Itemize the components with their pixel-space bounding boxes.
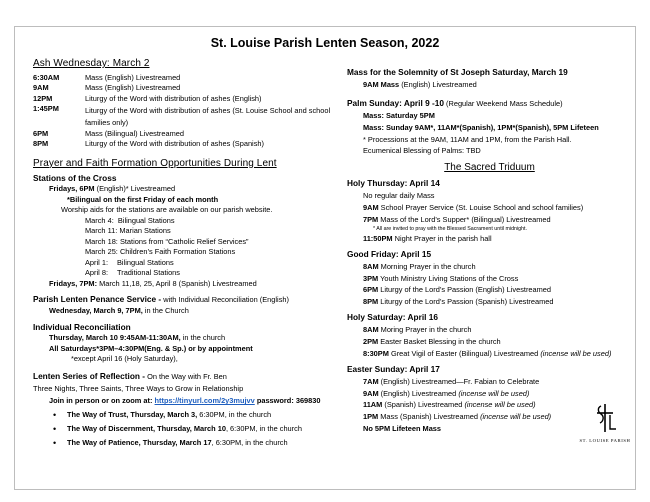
event-time: 9AM — [363, 203, 379, 213]
ash-desc: Liturgy of the Word with distribution of ashes (St. Louise School and school families only) — [85, 106, 331, 127]
list-item — [347, 263, 632, 272]
reconciliation-heading: Individual Reconciliation — [33, 321, 131, 332]
ash-desc: Mass (English) Livestreamed — [85, 73, 181, 82]
stations-fridays-text: (English)* Livestreamed — [94, 184, 176, 194]
joseph-mass-text: (English) Livestreamed — [399, 79, 477, 89]
ash-desc: Mass (English) Livestreamed — [85, 83, 181, 93]
station-date: March 25: — [85, 247, 118, 257]
stations-heading: Stations of the Cross — [33, 172, 117, 183]
event-text: Youth Ministry Living Stations of the Cross — [378, 273, 519, 283]
penance-date: Wednesday, March 9, 7PM, — [49, 306, 143, 315]
list-item — [85, 259, 333, 268]
list-item — [347, 216, 632, 225]
adoration-note: * All are invited to pray with the Blessed Sacrament until midnight. — [373, 226, 527, 233]
ash-time: 9AM — [33, 83, 49, 93]
reflection-join-label: Join in person or on zoom at: — [49, 396, 153, 406]
event-time: 7PM — [363, 214, 379, 224]
stations-worship-aids: Worship aids for the stations are available on our parish website. — [61, 205, 273, 215]
right-column — [347, 68, 632, 434]
ash-time: 6PM — [33, 128, 49, 138]
event-text: (English) Livestreamed — [378, 388, 459, 398]
event-text: (Spanish) Livestreamed — [382, 400, 465, 410]
event-text: School Prayer Service (St. Louise School and school families) — [378, 203, 584, 213]
stations-spanish — [33, 280, 333, 289]
list-item — [347, 350, 632, 359]
ash-time: 12PM — [33, 93, 53, 103]
prayer-heading: Prayer and Faith Formation Opportunities During Lent — [33, 157, 277, 169]
event-text: Liturgy of the Lord’s Passion (Spanish) Livestreamed — [378, 297, 554, 307]
penance-heading — [33, 295, 333, 305]
reflection-heading — [33, 372, 333, 382]
list-item — [85, 238, 333, 247]
list-item — [85, 269, 333, 278]
station-topic: Marian Stations — [119, 226, 171, 236]
list-item — [85, 248, 333, 257]
reflection-item-title: The Way of Trust, Thursday, March 3, — [67, 409, 198, 419]
event-time: 6PM — [363, 285, 379, 295]
event-text: Night Prayer in the parish hall — [392, 233, 492, 243]
list-item — [347, 378, 632, 387]
event-text: Easter Basket Blessing in the church — [378, 336, 501, 346]
event-time: No 5PM Lifeteen Mass — [363, 424, 442, 434]
list-item — [347, 338, 632, 347]
event-text: Liturgy of the Lord’s Passion (English) Livestreamed — [378, 285, 552, 295]
palm-blessing: Ecumenical Blessing of Palms: TBD — [363, 146, 481, 156]
good-friday-heading: Good Friday: April 15 — [347, 248, 432, 259]
stations-fridays-time: Fridays, 6PM — [49, 184, 95, 194]
event-time: 1PM — [363, 412, 379, 422]
logo-text: ST. LOUISE PARISH — [579, 437, 631, 443]
station-topic: Bilingual Stations — [117, 257, 174, 267]
event-text: Mass of the Lord’s Supper* (Bilingual) Livestreamed — [378, 214, 551, 224]
event-text: Morning Prayer in the church — [378, 261, 476, 271]
palm-heading — [347, 99, 632, 109]
event-time: 8:30PM — [363, 348, 389, 358]
ash-schedule — [33, 74, 333, 149]
reconciliation-thursday — [33, 334, 333, 343]
easter-sunday-heading: Easter Sunday: April 17 — [347, 363, 440, 374]
incense-note: (incense will be used) — [480, 412, 552, 422]
reconciliation-saturdays: All Saturdays*3PM–4:30PM(Eng. & Sp.) or by appointment — [49, 343, 253, 353]
holy-saturday-heading: Holy Saturday: April 16 — [347, 312, 438, 323]
page-title: St. Louise Parish Lenten Season, 2022 — [210, 36, 440, 50]
ash-desc: Mass (Bilingual) Livestreamed — [85, 128, 184, 138]
holy-thursday-heading: Holy Thursday: April 14 — [347, 178, 440, 189]
station-date: April 1: — [85, 257, 109, 267]
list-item — [347, 286, 632, 295]
triduum-heading: The Sacred Triduum — [444, 162, 535, 174]
list-item — [67, 411, 333, 420]
reflection-subtitle: On the Way with Fr. Ben — [145, 372, 227, 382]
penance-place: in the Church — [142, 306, 189, 315]
list-item — [347, 390, 632, 399]
station-topic: Stations from “Catholic Relief Services” — [119, 236, 249, 246]
event-time: 8AM — [363, 261, 379, 271]
event-time: 9AM — [363, 388, 379, 398]
reflection-title: Lenten Series of Reflection - — [33, 371, 146, 382]
left-column — [33, 58, 333, 448]
ash-desc: Liturgy of the Word with distribution of ashes (Spanish) — [85, 138, 264, 148]
event-time: 8PM — [363, 297, 379, 307]
event-time: 3PM — [363, 273, 379, 283]
reconciliation-exception: *except April 16 (Holy Saturday), — [71, 354, 178, 364]
palm-subtitle: (Regular Weekend Mass Schedule) — [443, 98, 563, 108]
stations-spanish-time: Fridays, 7PM: — [49, 278, 98, 288]
event-text: Great Vigil of Easter (Bilingual) Livestreamed — [388, 348, 541, 358]
list-item — [67, 425, 333, 434]
cross-monogram-icon — [592, 403, 618, 433]
list-item — [347, 192, 632, 201]
event-text: Mass (Spanish) Livestreamed — [378, 412, 481, 422]
reflection-item-time: 6:30PM, in the church — [197, 409, 272, 419]
event-time: 7AM — [363, 376, 379, 386]
ash-time: 1:45PM — [33, 104, 59, 114]
event-time: 11:50PM — [363, 233, 393, 243]
list-item — [347, 235, 632, 244]
event-text: (English) Livestreamed—Fr. Fabian to Celebrate — [378, 376, 540, 386]
joseph-mass — [347, 81, 632, 90]
penance-subtitle: with Individual Reconciliation (English) — [161, 295, 289, 305]
incense-note: (incense will be used) — [458, 388, 530, 398]
palm-title: Palm Sunday: April 9 -10 — [347, 97, 444, 108]
list-item — [85, 217, 333, 226]
incense-note: (incense will be used) — [464, 400, 536, 410]
stations-fridays — [33, 185, 333, 194]
joseph-mass-time: 9AM Mass — [363, 79, 400, 89]
ash-time: 6:30AM — [33, 73, 60, 82]
stations-march-list — [33, 217, 333, 278]
list-item — [67, 439, 333, 448]
joseph-heading: Mass for the Solemnity of St Joseph Saturday, March 19 — [347, 67, 568, 77]
event-time: 8AM — [363, 325, 379, 335]
reflection-item-date: , Thursday, March 17 — [138, 437, 212, 447]
reconciliation-thursday-place: in the church — [180, 333, 226, 343]
parish-logo — [570, 403, 640, 443]
event-text: No regular daily Mass — [363, 191, 435, 201]
zoom-password: password: 369830 — [254, 396, 321, 406]
penance-title: Parish Lenten Penance Service - — [33, 294, 162, 305]
palm-sunday: Mass: Sunday 9AM*, 11AM*(Spanish), 1PM*(Spanish), 5PM Lifeteen — [363, 122, 599, 132]
ash-wednesday-heading: Ash Wednesday: March 2 — [33, 58, 150, 69]
reflection-item-title: The Way of Discernment, Thursday, March 10 — [67, 423, 226, 433]
list-item — [347, 326, 632, 335]
list-item — [347, 298, 632, 307]
ash-desc: Liturgy of the Word with distribution of ashes (English) — [85, 93, 262, 103]
list-item — [347, 204, 632, 213]
penance-when — [33, 307, 333, 316]
station-topic: Children’s Faith Formation Stations — [119, 247, 236, 257]
station-date: March 4: — [85, 215, 114, 225]
ash-time: 8PM — [33, 138, 49, 148]
stations-spanish-text: March 11,18, 25, April 8 (Spanish) Livestreamed — [97, 278, 257, 288]
reflection-item-title: The Way of Patience — [67, 437, 139, 447]
station-date: March 11: — [85, 226, 118, 236]
palm-processions: * Processions at the 9AM, 11AM and 1PM, from the Parish Hall. — [363, 134, 572, 144]
stations-bilingual-note: *Bilingual on the first Friday of each month — [67, 194, 219, 204]
reflection-join — [33, 397, 333, 406]
station-topic: Traditional Stations — [117, 268, 180, 278]
list-item — [85, 227, 333, 236]
station-date: April 8: — [85, 268, 109, 278]
reflection-tagline: Three Nights, Three Saints, Three Ways to Grow in Relationship — [33, 384, 244, 394]
palm-saturday: Mass: Saturday 5PM — [363, 110, 435, 120]
event-time: 2PM — [363, 336, 379, 346]
reflection-item-time: , 6:30PM, in the church — [225, 423, 302, 433]
reflection-item-time: , 6:30PM, in the church — [211, 437, 288, 447]
event-time: 11AM — [363, 400, 383, 410]
list-item — [347, 275, 632, 284]
event-text: Moring Prayer in the church — [378, 325, 472, 335]
station-date: March 18: — [85, 236, 118, 246]
reflection-list — [33, 411, 333, 448]
reconciliation-thursday-time: Thursday, March 10 9:45AM-11:30AM, — [49, 333, 181, 343]
zoom-link[interactable]: https://tinyurl.com/2y3mujvv — [154, 396, 255, 406]
incense-note: (incense will be used) — [540, 348, 612, 358]
station-topic: Bilingual Stations — [117, 215, 175, 225]
